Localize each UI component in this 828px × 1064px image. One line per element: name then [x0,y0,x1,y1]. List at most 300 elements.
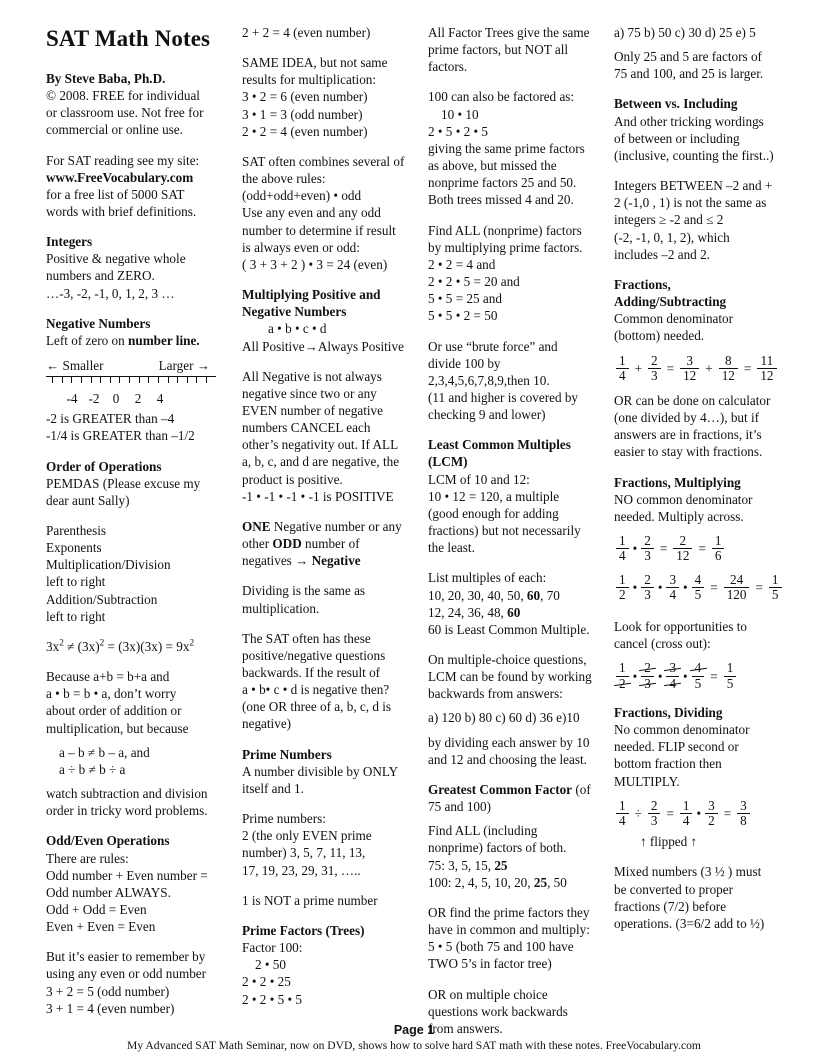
all-negative-line-6: a, b, c, and d are negative, the [242,454,400,470]
integers-line-3: …-3, -2, -1, 0, 1, 2, 3 … [46,285,175,301]
number-line-tick [139,377,140,383]
fraction [648,799,661,829]
dividing-line-2: multiplication. [242,600,320,616]
mult-example-3: 2 • 2 = 4 (even number) [242,123,368,139]
fraction-numerator: 4 [694,571,702,587]
order-step-6: left to right [46,608,106,624]
one-negative-line-3 [242,552,414,569]
equation-fraction-multiplication-2 [614,573,786,603]
heading-fractions-adding-2: Adding/Subtracting [614,294,727,310]
between-line-2: of between or including [614,130,740,146]
one-negative-text: Negative number or any [270,518,402,534]
number-line-emphasis: number line. [128,332,200,348]
number-line-tick [100,377,101,383]
equation-operator: • [683,668,688,684]
fractions-adding-line-2: (bottom) needed. [614,328,705,344]
number-line-label: -2 [88,391,100,407]
negative-emphasis: Negative [311,553,361,569]
fraction-numerator: 3 [740,797,747,813]
exp-sup-3: 2 [189,637,195,648]
factors-100-part-c: , 50 [547,874,567,890]
oddeven-line-1: There are rules: [46,850,129,866]
column-4 [614,24,800,932]
number-line-label: -4 [66,391,78,407]
fraction [666,661,679,691]
factor-tree-line-3: 2 • 2 • 5 • 5 [242,991,303,1007]
alt-factoring-line-6: Both trees missed 4 and 20. [428,192,574,208]
lcm-line-2: 10 • 12 = 120, a multiple [428,488,560,504]
exp-part-e: = (3x)(3x) = 9x [104,638,190,654]
multiples-12-part-a: 12, 24, 36, 48, [428,604,508,620]
number-line-tick [148,377,149,383]
mc-answer-choices: a) 120 b) 80 c) 60 d) 36 e)10 [428,710,580,726]
primes-line-3: 17, 19, 23, 29, 31, ….. [242,862,361,878]
integers-between-line-4: (-2, -1, 0, 1, 2), which [614,229,730,245]
alt-factoring-line-2: 2 • 5 • 2 • 5 [428,123,489,139]
gcf-answer-explain-1: Only 25 and 5 are factors of [614,49,762,65]
equation-operator: = [666,360,675,376]
number-line-tick [52,377,53,383]
mc-line-5: and 12 and choosing the least. [428,751,587,767]
same-idea-line-1: SAME IDEA, but not same [242,55,388,71]
number-line-tick-labels [46,390,216,406]
number-line-diagram [46,357,216,406]
fraction-denominator: 3 [641,676,654,691]
larger-arrow-label: Larger → [158,358,210,374]
fraction-denominator: 4 [680,813,693,828]
even-sum-example: 2 + 2 = 4 (even number) [242,25,371,40]
combines-example: ( 3 + 3 + 2 ) • 3 = 24 (even) [242,256,388,272]
easier-line-2: using any even or odd number [46,966,207,982]
column-2 [242,24,428,1008]
integers-between-line-2: 2 (-1,0 , 1) is not the same as [614,195,767,211]
site-intro: For SAT reading see my site: [46,152,200,168]
equation-operator: = [666,805,674,821]
fraction-denominator: 12 [719,368,738,383]
factor-trees-line-1: All Factor Trees give the same [428,25,590,40]
fraction [673,534,692,564]
number-line-axis [46,376,216,390]
primes-line-2: number) 3, 5, 7, 11, 13, [242,845,366,861]
gcf-line-4: have in common and multiply: [428,922,590,938]
lcm-line-3: (good enough for adding [428,505,559,521]
factor-100-label: Factor 100: [242,940,303,956]
mc-line-3: backwards from answers: [428,686,563,702]
equation-fraction-multiplication-1 [614,534,786,564]
integers-between-line-5: includes –2 and 2. [614,246,710,262]
multiples-of-12 [428,604,600,621]
between-line-3: (inclusive, counting the first..) [614,147,774,163]
combines-line-6: is always even or odd: [242,239,360,255]
fraction-numerator: 4 [692,661,705,675]
equation-fraction-cancellation [614,661,786,691]
equation-operator: • [632,541,638,557]
one-negative-line-2 [242,535,414,552]
fraction-denominator: 8 [737,813,750,828]
factors-100-highlight: 25 [533,874,548,890]
multiples-10-part-c: , 70 [540,587,560,603]
site-line-3: words with brief definitions. [46,203,197,219]
mixed-numbers-line-3: fractions (7/2) before [614,898,727,914]
heading-between-vs-including: Between vs. Including [614,96,738,112]
mc-line-1: On multiple-choice questions, [428,652,587,667]
heading-prime-factors-trees: Prime Factors (Trees) [242,922,365,938]
number-line-label: 0 [112,391,120,407]
multiples-10-part-a: 10, 20, 30, 40, 50, [428,587,527,603]
heading-fractions-multiplying: Fractions, Multiplying [614,474,741,490]
watch-order-line-1: watch subtraction and division [46,786,208,802]
gcf-line-5: 5 • 5 (both 75 and 100 have [428,939,574,955]
equation-operator: + [634,360,643,376]
combines-line-4: Use any even and any odd [242,205,381,221]
gcf-line-6: TWO 5’s in factor tree) [428,956,552,972]
fraction-denominator: 4 [616,548,629,563]
heading-lcm-2: (LCM) [428,454,468,470]
fraction-numerator: 1 [619,797,626,813]
number-line-tick [177,377,178,383]
fraction-numerator: 8 [724,352,732,368]
fraction [616,573,629,603]
author-line: By Steve Baba, Ph.D. [46,70,166,86]
heading-prime-numbers: Prime Numbers [242,746,332,762]
fraction [705,799,718,829]
equation-fraction-addition [614,354,786,384]
equation-operator: ÷ [634,805,642,821]
exp-part-a: 3x [46,638,60,654]
one-negative-line-1 [242,518,414,535]
list-multiples-label: List multiples of each: [428,570,547,586]
brute-force-line-3: 2,3,4,5,6,7,8,9,then 10. [428,372,550,388]
exponent-equation [46,638,228,655]
heading-lcm-1: Least Common Multiples [428,437,571,453]
brute-force-line-1: Or use “brute force” and [428,338,558,354]
fractions-div-line-4: MULTIPLY. [614,773,680,789]
equation-operator: = [710,579,718,595]
site-url[interactable]: www.FreeVocabulary.com [46,169,194,185]
fraction [616,799,629,829]
backwards-line-1: The SAT often has these [242,630,371,646]
fraction [648,354,661,384]
fraction-numerator: 3 [686,352,693,368]
factor-trees-line-3: factors. [428,59,468,75]
number-line-tick [158,377,159,383]
number-line-tick [119,377,120,383]
multiples-12-highlight: 60 [507,604,521,620]
odd-emphasis: ODD [272,536,302,552]
column-1 [46,24,242,1017]
heading-fractions-dividing: Fractions, Dividing [614,704,723,720]
commutative-line-3: about order of addition or [46,703,182,719]
equation-operator: • [657,579,663,595]
prime-def-line-1: A number divisible by ONLY [242,763,399,779]
number-of-text: number of [301,536,360,552]
cancel-line-1: Look for opportunities to [614,619,747,635]
equation-operator: = [698,541,706,557]
fraction-denominator: 5 [724,676,737,691]
backwards-line-4: a • b• c • d is negative then? [242,682,390,698]
fraction-denominator: 12 [673,548,692,563]
watch-order-line-2: order in tricky word problems. [46,803,208,819]
fraction-numerator: 2 [644,533,651,549]
number-line-tick [196,377,197,383]
column-3 [428,24,614,1037]
fraction-denominator: 120 [724,587,750,602]
abcd-product: a • b • c • d [268,321,327,337]
brute-force-line-2: divide 100 by [428,355,501,371]
find-all-line-2: by multiplying prime factors. [428,239,583,255]
gcf-answer-choices: a) 75 b) 50 c) 30 d) 25 e) 5 [614,25,756,40]
fraction-numerator: 1 [619,571,626,587]
number-line-tick [81,377,82,383]
equation-operator: • [632,579,638,595]
number-line-arrow-labels [46,357,216,376]
fractions-div-line-1: No common denominator [614,722,750,738]
oddeven-line-2: Odd number + Even number = [46,867,208,883]
all-negative-line-1: All Negative is not always [242,368,382,384]
page-number: Page 1 [393,1023,435,1037]
pemdas-line-1: PEMDAS (Please excuse my [46,475,201,491]
mixed-numbers-line-4: operations. (3=6/2 add to ½) [614,915,765,931]
all-negative-line-2: negative since two or any [242,385,377,401]
fraction-denominator: 4 [666,676,679,691]
lcm-line-1: LCM of 10 and 12: [428,471,530,487]
equation-operator: • [632,668,638,684]
fraction [769,573,782,603]
gcf-subject: 75 and 100) [428,799,491,815]
equation-operator: = [710,668,718,684]
alt-factoring-label: 100 can also be factored as: [428,89,575,105]
fraction [692,573,705,603]
negatives-line-1 [46,332,228,349]
oddeven-line-3: Odd number ALWAYS. [46,884,171,900]
exp-sup-2: 2 [99,637,105,648]
lcm-line-5: the least. [428,540,475,556]
commutative-line-1: Because a+b = b+a and [46,669,170,685]
factor-tree-line-1: 2 • 50 [255,957,286,973]
calculator-line-4: easier to stay with fractions. [614,444,763,460]
fraction-numerator: 2 [679,533,687,549]
fractions-mult-line-2: needed. Multiply across. [614,508,744,524]
gcf-line-9: from answers. [428,1020,503,1036]
fraction-denominator: 5 [769,587,782,602]
integers-line-2: numbers and ZERO. [46,268,155,284]
backwards-line-5: (one OR three of a, b, c, d is [242,699,392,715]
factor-trees-line-2: prime factors, but NOT all [428,42,569,58]
fraction-numerator: 1 [619,533,626,549]
mc-line-2: LCM can be found by working [428,669,592,685]
order-steps-list [46,522,228,625]
fraction [680,354,699,384]
factor-tree-line-2: 2 • 2 • 25 [242,974,291,990]
fractions-div-line-2: needed. FLIP second or [614,739,739,755]
order-step-4: left to right [46,574,106,590]
fraction-denominator: 6 [712,548,725,563]
smaller-arrow-label: ← Smaller [46,358,104,374]
fraction-numerator: 1 [714,533,722,549]
fraction [692,661,705,691]
fraction [712,534,725,564]
combines-line-5: number to determine if result [242,222,396,238]
all-negative-line-5: other’s negativity out. If ALL [242,437,399,453]
fraction-numerator: 1 [619,660,626,676]
alt-factoring-line-4: as above, but missed the [428,158,557,174]
fraction-numerator: 2 [650,797,658,813]
factors-75-part-a: 75: 3, 5, 15, [428,857,495,873]
gcf-line-2: nonprime) factors of both. [428,840,567,856]
fraction [641,661,654,691]
one-emphasis: ONE [242,518,271,534]
order-step-5: Addition/Subtraction [46,591,158,607]
greater-example-2: -1/4 is GREATER than –1/2 [46,428,195,444]
easier-line-3: 3 + 2 = 5 (odd number) [46,983,170,999]
noncommutative-line-1: a – b ≠ b – a, and [59,744,150,760]
primes-label: Prime numbers: [242,811,326,827]
site-line-2: for a free list of 5000 SAT [46,186,185,202]
fraction-numerator: 1 [771,571,779,587]
heading-multiplying-pos-neg-2: Negative Numbers [242,304,347,320]
order-step-2: Exponents [46,540,102,556]
fraction-numerator: 1 [726,660,734,676]
fraction [724,661,737,691]
fraction-numerator: 24 [729,571,744,587]
all-negative-line-4: numbers CANCEL each [242,420,371,436]
negatives-text: Left of zero on [46,332,129,348]
gcf-line-3: OR find the prime factors they [428,904,590,920]
pemdas-line-2: dear aunt Sally) [46,492,130,508]
alt-factoring-line-3: giving the same prime factors [428,140,585,156]
fraction [616,354,629,384]
fraction-numerator: 1 [619,352,626,368]
noncommutative-line-2: a ÷ b ≠ b ÷ a [59,761,126,777]
number-line-tick [187,377,188,383]
mult-example-2: 3 • 1 = 3 (odd number) [242,106,363,122]
find-all-eq-4: 5 • 5 • 2 = 50 [428,308,498,324]
same-idea-line-2: results for multiplication: [242,72,377,88]
fraction-numerator: 11 [760,352,774,368]
exp-part-c: ≠ (3x) [63,638,100,654]
backwards-line-2: positive/negative questions [242,647,386,663]
calculator-line-1: OR can be done on calculator [614,393,771,408]
gcf-title: Greatest Common Factor [428,781,573,797]
fraction [757,354,776,384]
fraction-numerator: 2 [641,661,654,675]
fraction-denominator: 4 [616,368,629,383]
fractions-adding-line-1: Common denominator [614,311,734,327]
lcm-line-4: fractions) but not necessarily [428,523,581,539]
fraction [616,661,629,691]
fraction [641,573,654,603]
fraction-denominator: 5 [692,587,705,602]
backwards-line-3: backwards. If the result of [242,665,381,680]
all-negative-line-7: product is positive. [242,471,343,487]
multiples-of-10 [428,587,600,604]
fraction-denominator: 2 [616,587,629,602]
mixed-numbers-line-2: be converted to proper [614,881,734,897]
number-line-tick [71,377,72,383]
equation-fraction-division [614,799,786,829]
backwards-line-6: negative) [242,716,292,732]
fraction-denominator: 12 [757,368,776,383]
factors-of-100 [428,874,600,891]
find-all-eq-1: 2 • 2 = 4 and [428,256,496,272]
heading-fractions-adding-1: Fractions, [614,276,671,292]
brute-force-line-5: checking 9 and lower) [428,407,546,423]
combines-line-3: (odd+odd+even) • odd [242,188,362,204]
equation-operator: = [659,541,668,557]
other-text: other [242,536,273,552]
one-not-prime: 1 is NOT a prime number [242,892,378,908]
copyright-line-3: commercial or online use. [46,122,183,138]
gcf-line-7: OR on multiple choice [428,986,548,1002]
equation-operator: = [755,579,763,595]
fraction-numerator: 2 [644,571,651,587]
flipped-annotation: ↑ flipped ↑ [640,834,698,850]
order-step-3: Multiplication/Division [46,557,171,573]
number-line-tick [91,377,92,383]
fraction-denominator: 12 [680,368,699,383]
factors-of-75 [428,857,600,874]
copyright-line-2: or classroom use. Not free for [46,105,204,121]
alt-factoring-line-5: nonprime factors 25 and 50. [428,175,577,191]
order-step-1: Parenthesis [46,523,107,539]
mc-line-4: by dividing each answer by 10 [428,734,590,750]
negative-product-example: -1 • -1 • -1 • -1 is POSITIVE [242,488,394,504]
exp-sup-1: 2 [59,637,64,648]
equation-operator: = [743,360,752,376]
combines-line-2: the above rules: [242,171,326,187]
mixed-numbers-line-1: Mixed numbers (3 ½ ) must [614,864,762,880]
fraction-denominator: 2 [616,676,629,691]
fraction [724,573,750,603]
negatives-arrow-text: negatives → [242,553,312,569]
find-all-eq-3: 5 • 5 = 25 and [428,291,502,307]
page-title: SAT Math Notes [46,26,211,51]
calculator-line-2: (one divided by 4…), but if [614,410,760,426]
mult-example-1: 3 • 2 = 6 (even number) [242,89,368,105]
find-all-line-1: Find ALL (nonprime) factors [428,222,582,238]
between-line-1: And other tricking wordings [614,113,764,129]
number-line-tick [129,377,130,383]
fraction [680,799,693,829]
fraction-denominator: 3 [648,813,661,828]
integers-line-1: Positive & negative whole [46,251,186,267]
fraction [666,573,679,603]
fraction [641,534,654,564]
commutative-line-4: multiplication, but because [46,720,189,736]
number-line-tick [110,377,111,383]
lcm-conclusion: 60 is Least Common Multiple. [428,621,590,637]
equation-operator: • [657,668,663,684]
number-line-tick [206,377,207,383]
equation-operator: • [683,579,688,595]
alt-factoring-line-1: 10 • 10 [441,106,479,122]
heading-order-of-operations: Order of Operations [46,458,162,474]
fraction-numerator: 2 [651,352,658,368]
equation-operator: • [696,805,702,821]
factors-75-highlight: 25 [494,857,508,873]
prime-def-line-2: itself and 1. [242,780,304,796]
fraction-numerator: 3 [708,797,715,813]
primes-line-1: 2 (the only EVEN prime [242,828,372,844]
fraction-denominator: 3 [641,548,654,563]
heading-integers: Integers [46,234,93,250]
multiples-10-highlight: 60 [526,587,541,603]
number-line-label: 2 [134,391,142,407]
fraction-numerator: 3 [669,571,677,587]
gcf-answer-explain-2: 75 and 100, and 25 is larger. [614,66,764,82]
commutative-line-2: a • b = b • a, don’t worry [46,686,177,702]
equation-operator: + [705,360,713,376]
